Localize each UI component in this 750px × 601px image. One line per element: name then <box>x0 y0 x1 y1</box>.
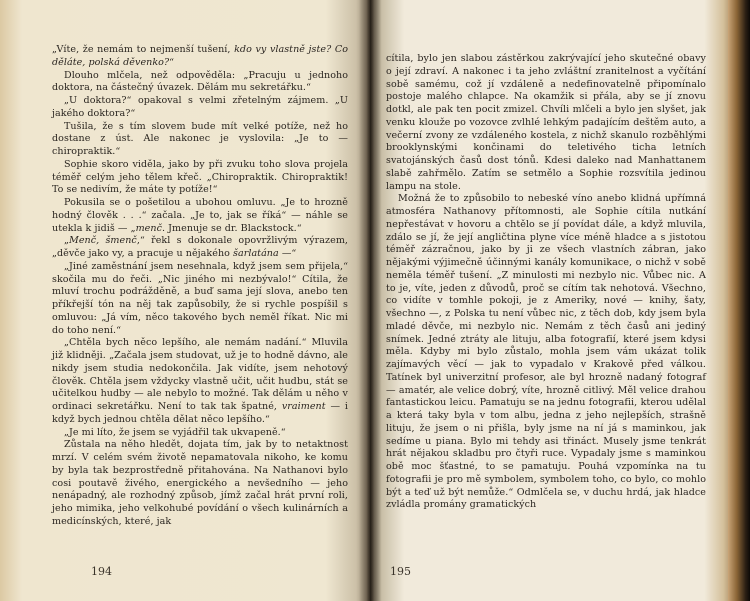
text-run: Zůstala na něho hledět, dojata tím, jak by to netaktnost mrzí. V celém svém životě nepamatovala nikoho, ke komu by byla tak bezprostředně přitahována. Na Nathanovi bylo cosi poutavě živého, energického a nevšedního — jeho nenápadný, ale rozhodný způsob, jímž začal hrát první roli, jeho mimika, jeho velkohubé povídání o všech kulinárních a medicínských, které, jak <box>52 439 348 527</box>
right-page-text <box>386 53 706 512</box>
text-run: „Chtěla bych něco lepšího, ale nemám nadání.“ Mluvila již klidněji. „Začala jsem studovat, už je to hodně dávno, ale nikdy jsem studia nedokončila. Jak vidíte, jsem nehotový člověk. Chtěla jsem vždycky vlastně učit, učit hudbu, stát se učitelkou hudby — ale nebylo to možné. Tak dělám u něho v ordinaci sekretářku. Není to tak tak špatné, <box>52 337 348 412</box>
paragraph <box>52 235 348 261</box>
text-run: Tušila, že s tím slovem bude mít velké potíže, než ho dostane z úst. Ale nakonec je vyslovila: „Je to — chiropraktik.“ <box>52 120 348 157</box>
paragraph <box>52 121 348 159</box>
paragraph <box>52 95 348 121</box>
paragraph <box>52 337 348 426</box>
italic-run: Menč, šmenč <box>69 235 137 247</box>
paragraph <box>52 159 348 197</box>
italic-run: vraiment <box>281 401 326 412</box>
italic-run: menč <box>135 222 162 234</box>
paragraph <box>52 439 348 528</box>
text-run: —“ <box>278 248 297 259</box>
text-run: „Jiné zaměstnání jsem nesehnala, když jsem sem přijela,“ skočila mu do řeči. „Nic jiného mi nezbývalo!“ Cítila, že mluví trochu podrážděně, a buď sama její slova, anebo ten příkřejší tón na něj tak zapůsobily, že si rychle pospíšil s omluvou: „Já vím, něco takového bych neměl říkat. Nic mi do toho není.“ <box>52 260 348 336</box>
text-run: . Jmenuje se dr. Blackstock.“ <box>161 222 302 234</box>
text-run: Pokusila se o pošetilou a ubohou omluvu. „Je to hrozně hodný člověk . . .“ začala. „Je to, jak se říká“ — náhle se utekla k jidiš — „ <box>52 197 348 234</box>
italic-run: šarlatána <box>233 248 279 259</box>
paragraph <box>52 261 348 338</box>
right-page <box>370 0 750 601</box>
text-run: Sophie skoro viděla, jako by při zvuku toho slova projela téměř celým jeho tělem křeč. „Chiropraktik. Chiropraktik! To se nedivím, že máte ty potíže!“ <box>52 158 348 196</box>
left-page-text <box>52 44 348 529</box>
paragraph <box>52 44 348 70</box>
paragraph <box>52 427 348 440</box>
text-run: „ <box>64 235 69 247</box>
text-run: „Je mi líto, že jsem se vyjádřil tak ukvapeně.“ <box>64 426 286 438</box>
left-page <box>0 0 370 601</box>
text-run: „U doktora?“ opakoval s velmi zřetelným zájmem. „U jakého doktora?“ <box>52 95 348 119</box>
paragraph <box>52 70 348 96</box>
right-page-number: 195 <box>390 565 411 578</box>
text-run: — i když bych jednou chtěla dělat něco lepšího.“ <box>52 401 349 425</box>
paragraph <box>386 53 706 193</box>
text-run: Možná že to způsobilo to nebeské víno anebo klidná upřímná atmosféra Nathanovy přítomnosti, ale Sophie cítila nutkání nepřestávat v hovoru a chtělo se jí povídat dále, a když mluvila, zdálo se jí, že její angličtina plyne více méně hladce a s jistotou téměř zázračnou, jako by ji ze všech vlastních zábran, jako nějakými výjimečně účinnými kanály komunikace, o nichž v sobě neměla téměř tušení. „Z minulosti mi nezbylo nic. Vůbec nic. A to je, víte, jeden z důvodů, proč se cítím tak nehotová. Všechno, co vidíte v tomhle pokoji, je z Ameriky, nové — knihy, šaty, všechno —, z Polska tu není vůbec nic, z těch dob, kdy jsem byla mladé děvče, mi nezbylo nic. Nemám z těch časů ani jediný snímek. Jedné ztráty ale lituju, alba fotografií, které jsem kdysi měla. Kdyby mi bylo zůstalo, mohla jsem vám ukázat tolik zajímavých věcí — jak to vypadalo v Krakově před válkou. Tatínek byl univerzitní profesor, ale byl hrozně nadaný fotograf — amatér, ale velice dobrý, víte, hrozně citlivý. Měl velice drahou fantastickou leicu. Pamatuju se na jednu fotografii, kterou udělal a která taky byla v tom albu, jedna z jeho nejlepších, strašně lituju, že jsem o ni přišla, byly jsme na ní já s maminkou, jak sedíme u piana. Bylo mi tehdy asi třináct. Musely jsme tenkrát hrát nějakou skladbu pro čtyři ruce. Vypadaly jsme s maminkou obě moc šťastné, to se pamatuju. Pouhá vzpomínka na tu fotografii je pro mě symbolem, symbolem toho, co bylo, co mohlo být a teď už být nemůže.“ Odmlčela se, v duchu hrdá, jak hladce zvládla promány gramatických <box>386 193 706 511</box>
paragraph <box>52 197 348 235</box>
italic-run: kdo vy vlastně jste? Co děláte, polská děvenko? <box>52 44 348 68</box>
text-run: cítila, bylo jen slabou zástěrkou zakrývající jeho skutečné obavy o její zdraví. A nakonec i ta jeho zvláštní zranitelnost a vyčítání sobě samému, což jí vzdáleně a nedefinovatelně připomínalo postoje malého chlapce. Na okamžik si přála, aby se jí znovu dotkl, ale pak ten pocit zmizel. Chvíli mlčeli a bylo jen slyšet, jak venku klouže po vozovce zvlhlé lehkým padajícím deštěm auto, a večerní zvony ze vzdáleného kostela, z nichž skanulo rozběhlými brooklynskými končinami do teletivého ticha letních svatojánských časů dost tónů. Kdesi daleko nad Manhattanem slabě zahřmělo. Zatím se setmělo a Sophie rozsvítila jedinou lampu na stole. <box>386 53 706 192</box>
paragraph <box>386 193 706 512</box>
text-run: “ <box>169 56 175 68</box>
text-run: Dlouho mlčela, než odpověděla: „Pracuju u jednoho doktora, na částečný úvazek. Dělám mu sekretářku.“ <box>52 69 348 94</box>
right-page-edge <box>728 0 750 601</box>
text-run: „Víte, že nemám to nejmenší tušení, <box>52 44 235 55</box>
left-page-number: 194 <box>91 565 112 578</box>
text-run: ,“ řekl s dokonale opovržlivým výrazem, „děvče jako vy, a pracuje u nějakého <box>52 235 349 259</box>
